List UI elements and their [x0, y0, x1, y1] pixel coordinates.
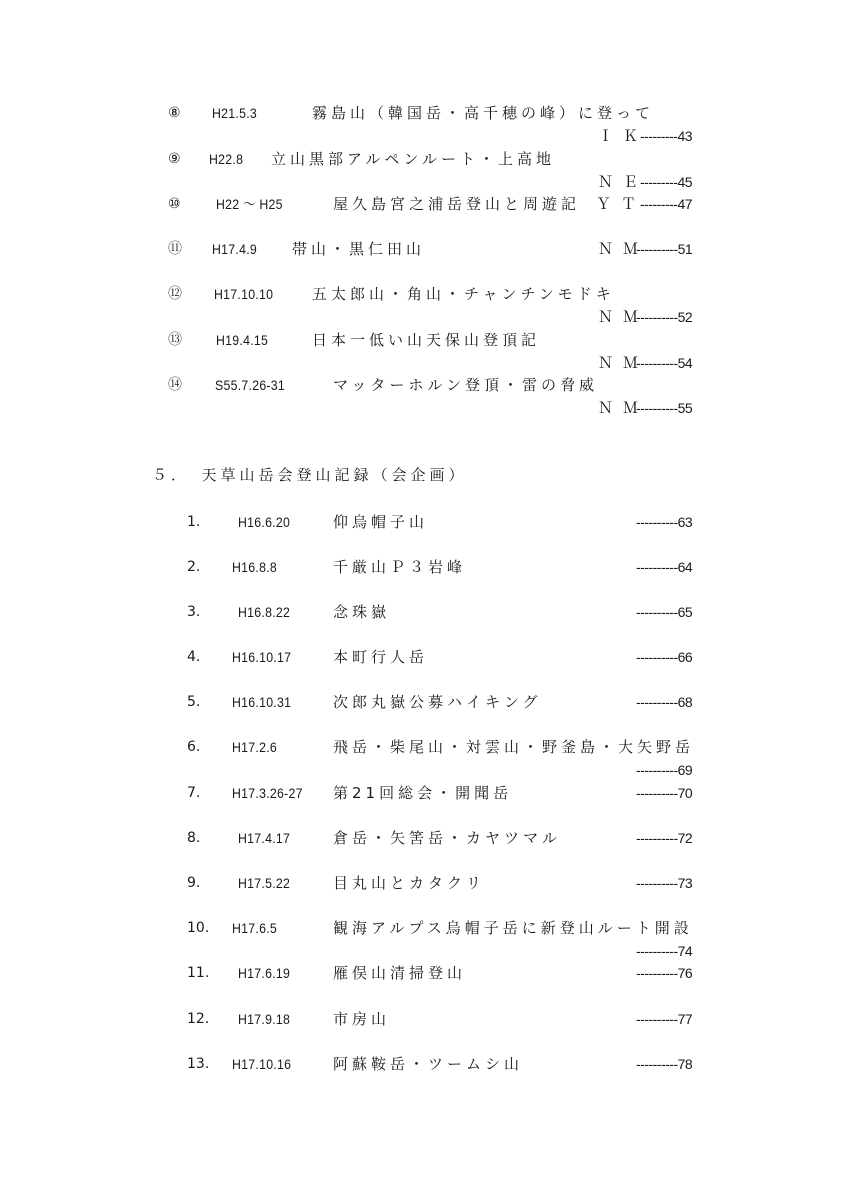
entry-date: H21.5.3 [212, 105, 258, 121]
entry-title: 霧島山（韓国岳・高千穂の峰）に登って [312, 104, 655, 122]
entry-page: ----------64 [636, 559, 693, 575]
entry-date: H17.4.17 [238, 830, 291, 846]
entry-page: ----------74 [636, 943, 693, 959]
entry-number: 11. [187, 965, 210, 981]
entry-number: ⑧ [168, 105, 181, 121]
entry-author: ＩＫ [598, 127, 649, 145]
entry-title: 市房山 [333, 1010, 391, 1028]
entry-title: 立山黒部アルペンルート・上高地 [271, 150, 556, 168]
section-heading: ５． 天草山岳会登山記録（会企画） [152, 466, 468, 484]
entry-date: H16.10.17 [232, 649, 292, 665]
entry-number: 7. [187, 785, 201, 801]
entry-title: 目丸山とカタクリ [333, 874, 486, 892]
entry-page: ----------78 [636, 1056, 693, 1072]
entry-title: 第21回総会・開聞岳 [333, 784, 513, 802]
entry-number: 8. [187, 830, 201, 846]
entry-date: H16.10.31 [232, 694, 292, 710]
entry-date: H17.6.19 [238, 965, 291, 981]
entry-page: ----------68 [636, 694, 693, 710]
entry-number: 1. [187, 514, 201, 530]
entry-page: ----------73 [636, 875, 693, 891]
entry-date: H22.8 [209, 151, 244, 167]
entry-title: 五太郎山・角山・チャンチンモドキ [312, 285, 615, 303]
entry-date: H17.9.18 [238, 1011, 291, 1027]
entry-date: H16.8.8 [232, 559, 278, 575]
entry-title: 倉岳・矢筈岳・カヤツマル [333, 829, 562, 847]
entry-title: 本町行人岳 [333, 648, 429, 666]
entry-date: H17.3.26-27 [232, 785, 303, 801]
entry-title: 阿蘇鞍岳・ツームシ山 [333, 1055, 524, 1073]
entry-page: ----------76 [636, 965, 693, 981]
entry-number: 9. [187, 875, 201, 891]
entry-number: ⑨ [168, 151, 181, 167]
entry-author: ＮＥ [598, 173, 649, 191]
entry-title: 仰烏帽子山 [333, 513, 429, 531]
entry-title: 日本一低い山天保山登頂記 [312, 331, 541, 349]
entry-number: ⑬ [168, 332, 182, 348]
entry-number: 6. [187, 739, 201, 755]
entry-date: H17.2.6 [232, 739, 278, 755]
entry-number: ⑭ [168, 377, 182, 393]
entry-page: ----------54 [636, 355, 693, 371]
entry-page: ----------51 [636, 241, 693, 257]
entry-title: 次郎丸嶽公募ハイキング [333, 693, 542, 711]
entry-title: マッターホルン登頂・雷の脅威 [333, 376, 599, 394]
entry-page: ---------47 [640, 196, 693, 212]
entry-date: H17.10.16 [232, 1056, 292, 1072]
entry-date: H16.8.22 [238, 604, 291, 620]
entry-title: 帯山・黒仁田山 [292, 240, 426, 258]
entry-author: ＹＴ [596, 195, 647, 213]
entry-title: 観海アルプス烏帽子岳に新登山ルート開設 [333, 919, 693, 937]
entry-date: S55.7.26-31 [215, 377, 286, 393]
entry-author: ＮＭ [598, 308, 649, 326]
entry-number: 12. [187, 1011, 210, 1027]
entry-page: ----------69 [636, 762, 693, 778]
entry-page: ---------45 [640, 174, 693, 190]
entry-page: ----------72 [636, 830, 693, 846]
entry-page: ----------77 [636, 1011, 693, 1027]
entry-title: 屋久島宮之浦岳登山と周遊記 [333, 195, 581, 213]
entry-number: 3. [187, 604, 201, 620]
entry-number: 5. [187, 694, 201, 710]
entry-date: H22 ～ H25 [216, 196, 283, 212]
entry-number: 13. [187, 1056, 210, 1072]
entry-date: H16.6.20 [238, 514, 291, 530]
entry-author: ＮＭ [598, 399, 649, 417]
entry-page: ---------43 [640, 128, 693, 144]
entry-number: ⑫ [168, 286, 182, 302]
entry-author: ＮＭ [598, 240, 649, 258]
entry-author: ＮＭ [598, 354, 649, 372]
entry-page: ----------66 [636, 649, 693, 665]
entry-page: ----------65 [636, 604, 693, 620]
entry-date: H17.10.10 [214, 286, 274, 302]
entry-page: ----------55 [636, 400, 693, 416]
entry-number: ⑪ [168, 241, 182, 257]
entry-number: 10. [187, 920, 210, 936]
entry-number: 2. [187, 559, 201, 575]
entry-title: 千厳山Ｐ３岩峰 [333, 558, 467, 576]
entry-number: 4. [187, 649, 201, 665]
entry-number: ⑩ [168, 196, 181, 212]
entry-date: H17.6.5 [232, 920, 278, 936]
entry-title: 念珠嶽 [333, 603, 391, 621]
entry-date: H17.5.22 [238, 875, 291, 891]
entry-date: H17.4.9 [212, 241, 258, 257]
entry-page: ----------52 [636, 309, 693, 325]
entry-page: ----------70 [636, 785, 693, 801]
entry-title: 雁俣山清掃登山 [333, 964, 467, 982]
entry-title: 飛岳・柴尾山・対雲山・野釜島・大矢野岳 [333, 738, 695, 756]
entry-page: ----------63 [636, 514, 693, 530]
entry-date: H19.4.15 [216, 332, 269, 348]
